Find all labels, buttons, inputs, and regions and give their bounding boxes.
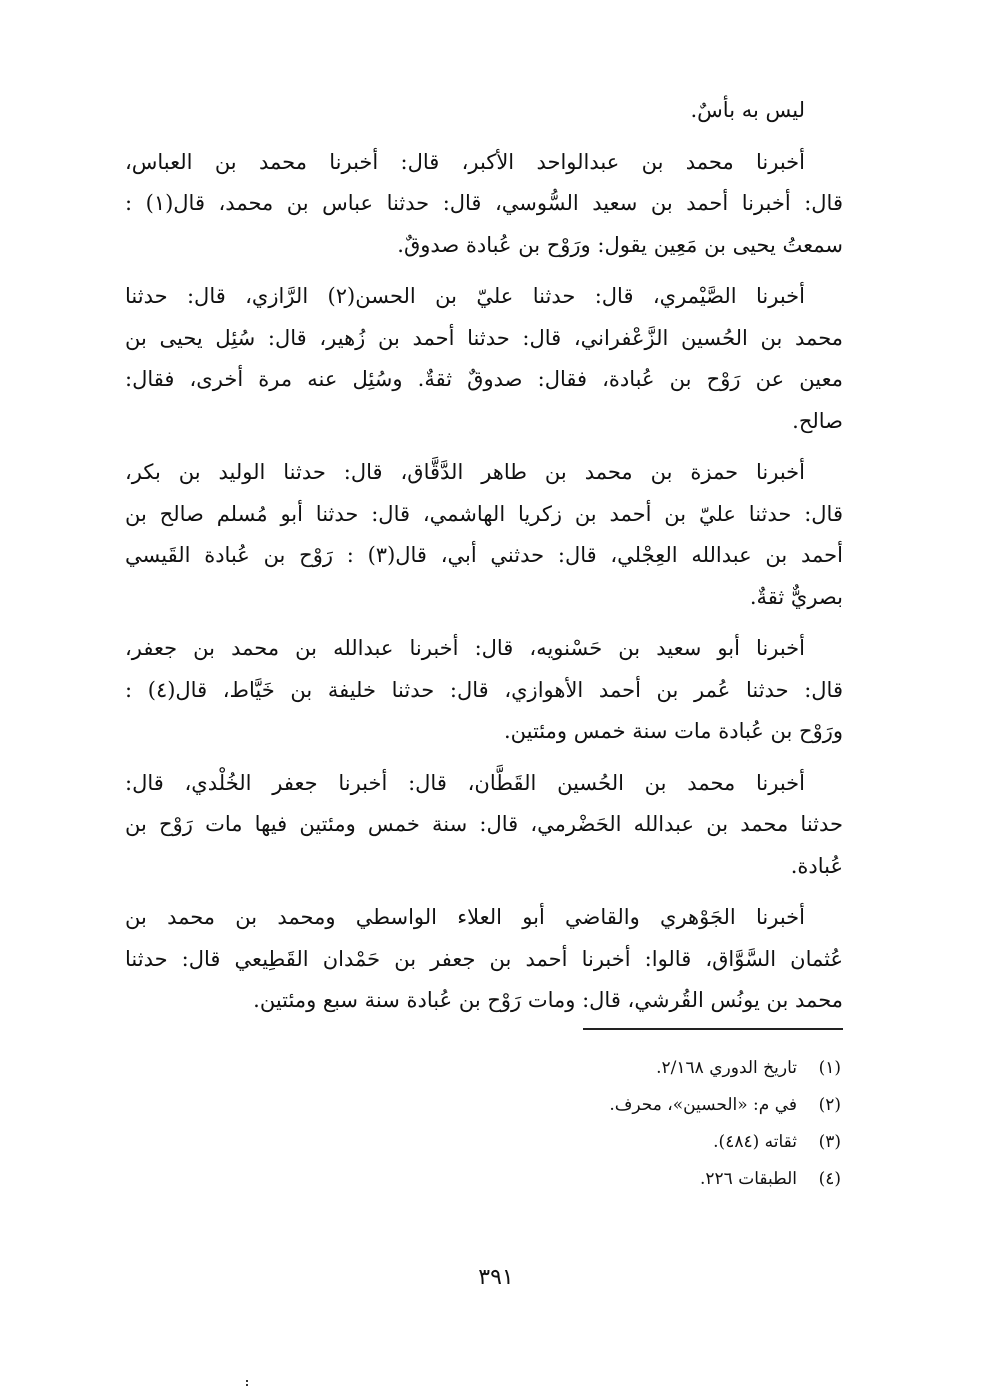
text-line: عُثمان السَّوَّاق، قالوا: أخبرنا أحمد بن جعفر بن حَمْدان القَطِيعي قال: حدثنا <box>125 946 843 971</box>
text-line: ورَوْح بن عُبادة مات سنة خمس ومئتين. <box>503 719 843 743</box>
footnote-text: في م: «الحسين»، محرف. <box>609 1094 797 1115</box>
paragraph <box>125 90 843 132</box>
text-line: صالح. <box>792 408 843 433</box>
footnote-number: (١) <box>818 1057 841 1078</box>
text-line: عُبادة. <box>790 853 843 878</box>
paragraph <box>125 897 843 1022</box>
footnote-number: (٣) <box>818 1131 841 1152</box>
footnote-text: الطبقات ٢٢٦. <box>700 1168 797 1189</box>
page-body <box>125 90 843 1198</box>
text-line: أخبرنا حمزة بن محمد بن طاهر الدَّقَّاق، قال: حدثنا الوليد بن بكر، <box>125 460 805 484</box>
paragraph <box>125 276 843 442</box>
text-line: أخبرنا الجَوْهري والقاضي أبو العلاء الواسطي ومحمد بن محمد بن <box>125 905 805 929</box>
page-number: ٣٩١ <box>478 1265 514 1290</box>
text-line: معين عن رَوْح بن عُبادة، فقال: صدوقٌ ثقةٌ. وسُئِل عنه مرة أخرى، فقال: <box>125 367 843 391</box>
paragraph <box>125 142 843 267</box>
text-line: أخبرنا أبو سعيد بن حَسْنويه، قال: أخبرنا عبدالله بن محمد بن جعفر، <box>125 636 805 660</box>
footnotes <box>125 1050 843 1198</box>
footnote-text: تاريخ الدوري ٢/١٦٨. <box>656 1057 797 1078</box>
paragraph <box>125 763 843 888</box>
text-line: أخبرنا الصَّيْمري، قال: حدثنا عليّ بن الحسن(٢) الرَّازي، قال: حدثنا <box>125 284 805 308</box>
paragraph <box>125 452 843 618</box>
footnote <box>125 1050 841 1087</box>
footnote-text: ثقاته (٤٨٤). <box>713 1131 797 1152</box>
footnote-number: (٤) <box>818 1168 841 1189</box>
text-line: قال: حدثنا عليّ بن أحمد بن زكريا الهاشمي، قال: حدثنا أبو مُسلم صالح بن <box>125 501 843 526</box>
text-line: محمد بن الحُسين الزَّعْفراني، قال: حدثنا أحمد بن زُهير، قال: سُئِل يحيى بن <box>125 325 843 350</box>
text-line: سمعتُ يحيى بن مَعِين يقول: ورَوْح بن عُبادة صدوقٌ. <box>397 232 843 257</box>
text-line: حدثنا محمد بن عبدالله الحَضْرمي، قال: سنة خمس ومئتين فيها مات رَوْح بن <box>125 812 843 836</box>
main-text <box>125 90 843 1022</box>
text-line: أخبرنا محمد بن الحُسين القَطَّان، قال: أخبرنا جعفر الخُلْدي، قال: <box>125 770 805 795</box>
footnote-separator <box>583 1028 843 1030</box>
scan-speck <box>244 1380 250 1386</box>
footnote <box>125 1087 841 1124</box>
text-line: قال: أخبرنا أحمد بن سعيد السُّوسي، قال: حدثنا عباس بن محمد، قال(١) : <box>125 191 843 215</box>
text-line: أخبرنا محمد بن عبدالواحد الأكبر، قال: أخبرنا محمد بن العباس، <box>125 149 805 174</box>
footnote <box>125 1161 841 1198</box>
paragraph <box>125 628 843 753</box>
footnote-number: (٢) <box>818 1094 841 1115</box>
footnote <box>125 1124 841 1161</box>
text-line: قال: حدثنا عُمر بن أحمد الأهوازي، قال: حدثنا خليفة بن خَيَّاط، قال(٤) : <box>125 677 843 702</box>
text-line: ليس به بأسٌ. <box>690 98 805 122</box>
text-line: بصريٌّ ثقةٌ. <box>749 584 843 609</box>
text-line: محمد بن يونُس القُرشي، قال: ومات رَوْح بن عُبادة سنة سبع ومئتين. <box>253 988 843 1012</box>
text-line: أحمد بن عبدالله العِجْلي، قال: حدثني أبي، قال(٣) : رَوْح بن عُبادة القَيسي <box>125 543 843 567</box>
